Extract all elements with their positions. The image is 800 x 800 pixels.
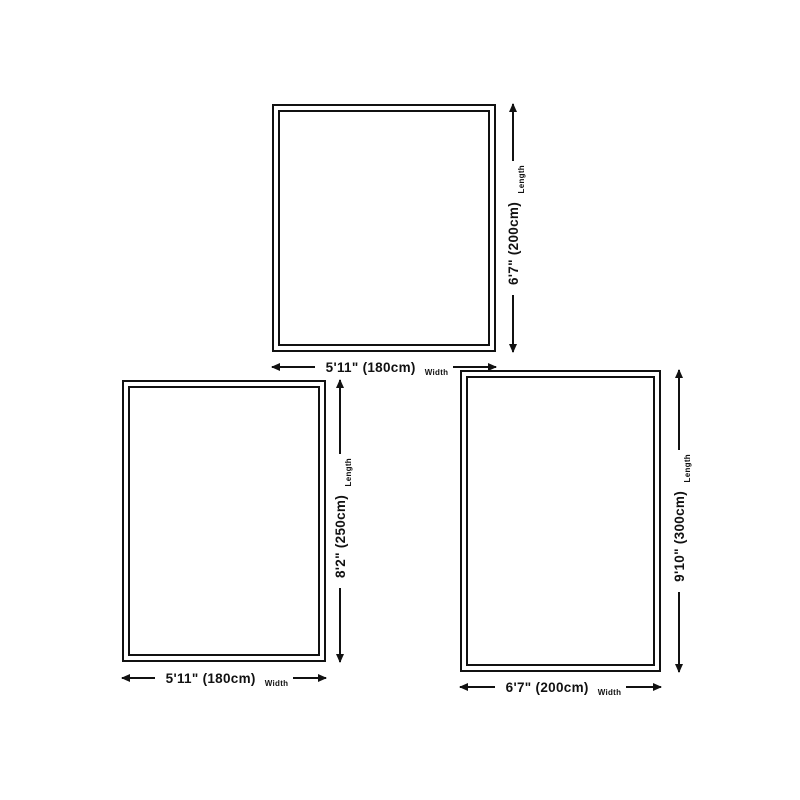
arrow-down-icon [678,592,680,672]
width-value: 5'11" (180cm) [165,670,256,686]
size-diagram-180x200 [272,104,542,389]
width-value: 6'7" (200cm) [505,679,589,695]
arrow-right-icon [453,366,496,368]
rug-outline [122,380,326,662]
width-value: 5'11" (180cm) [325,359,416,375]
rug-outline [272,104,496,352]
arrow-down-icon [512,295,514,352]
size-diagram-200x300 [460,370,710,705]
width-annotation [460,676,661,698]
length-value: 9'10" (300cm) [671,490,687,582]
width-annotation [122,667,326,689]
rug-outline-inner [278,110,490,346]
arrow-up-icon [512,104,514,161]
arrow-left-icon [122,677,155,679]
arrow-down-icon [339,588,341,662]
length-caption: Length [682,454,692,483]
arrow-up-icon [678,370,680,450]
width-caption: Width [597,687,622,697]
length-caption: Length [516,165,526,194]
arrow-right-icon [626,686,661,688]
arrow-left-icon [460,686,495,688]
size-diagram-180x250 [122,380,372,695]
arrow-left-icon [272,366,315,368]
width-caption: Width [424,367,449,377]
width-caption: Width [264,678,289,688]
length-annotation [325,380,355,662]
length-annotation [498,104,528,352]
length-value: 8'2" (250cm) [332,494,348,578]
rug-outline-inner [466,376,655,666]
rug-outline-inner [128,386,320,656]
length-value: 6'7" (200cm) [505,201,521,285]
arrow-up-icon [339,380,341,454]
length-caption: Length [343,458,353,487]
arrow-right-icon [293,677,326,679]
length-annotation [664,370,694,672]
rug-outline [460,370,661,672]
